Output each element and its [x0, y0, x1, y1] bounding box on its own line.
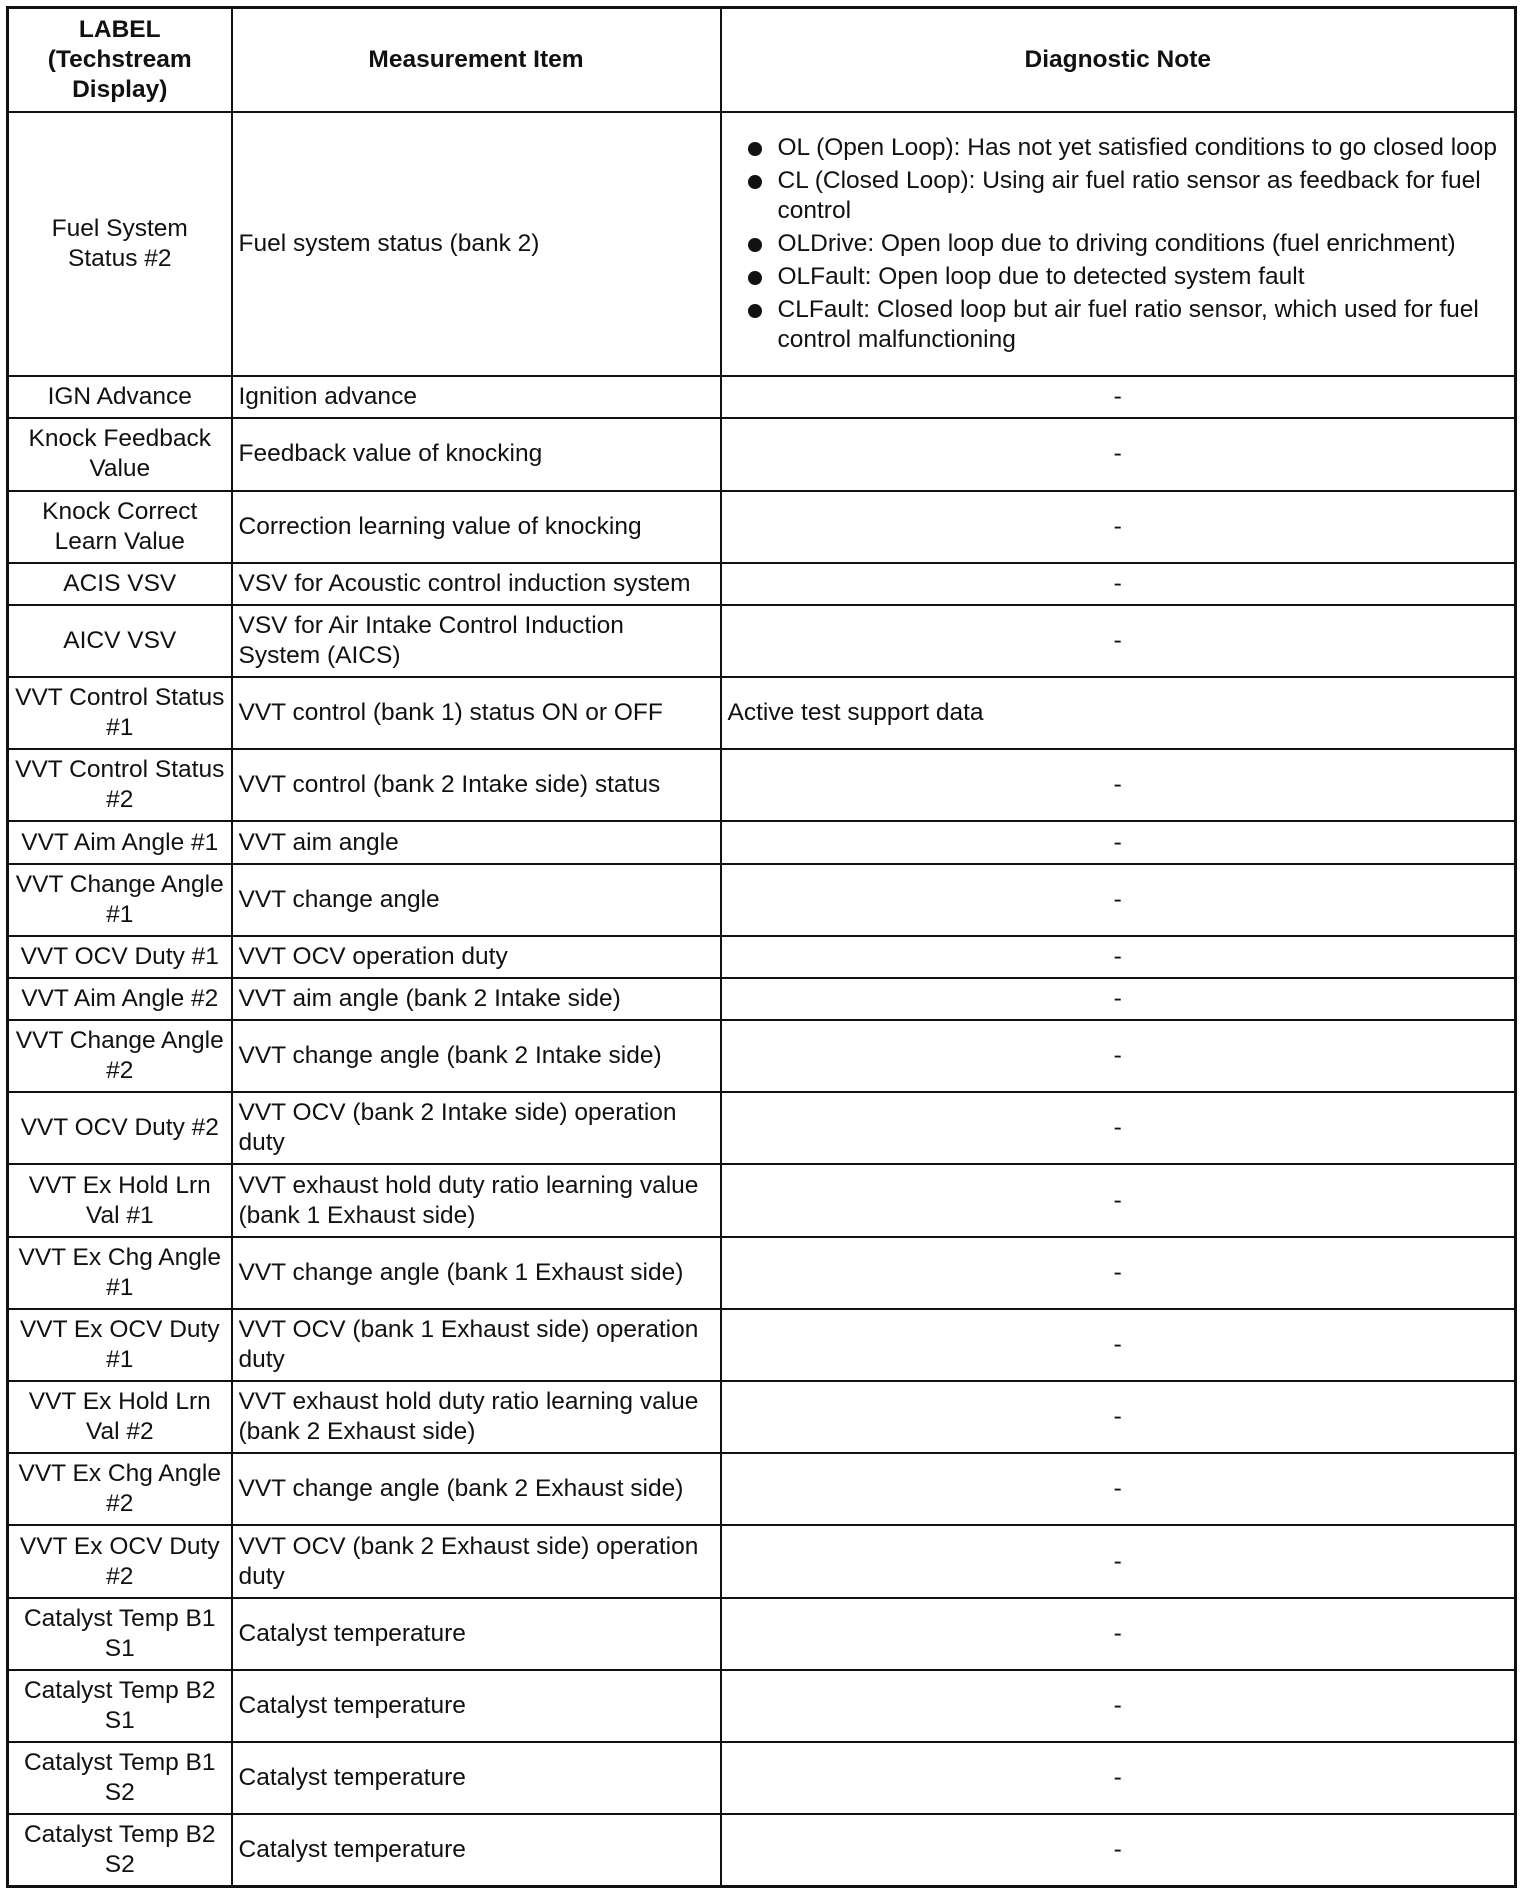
cell-measurement-item — [232, 1742, 721, 1814]
note-text: - — [1113, 383, 1122, 411]
cell-label — [8, 112, 232, 377]
note-text: - — [1113, 1330, 1122, 1358]
cell-label — [8, 1092, 232, 1164]
note-text: - — [1113, 1836, 1122, 1864]
table-row — [8, 864, 1516, 936]
cell-diagnostic-note — [721, 605, 1516, 677]
note-text: Active test support data — [727, 699, 984, 727]
header-measurement-item — [232, 8, 721, 112]
cell-measurement-item — [232, 1164, 721, 1236]
cell-diagnostic-note — [721, 491, 1516, 563]
table-row — [8, 677, 1516, 749]
cell-label — [8, 864, 232, 936]
cell-label — [8, 1453, 232, 1525]
table-row — [8, 1670, 1516, 1742]
cell-diagnostic-note — [721, 1381, 1516, 1453]
measurement-text: Catalyst temperature — [238, 1691, 466, 1719]
note-text: - — [1113, 1403, 1122, 1431]
cell-measurement-item — [232, 1381, 721, 1453]
cell-label — [8, 418, 232, 490]
measurement-text: VSV for Air Intake Control Induction System (AICS) — [238, 611, 624, 669]
table-row — [8, 376, 1516, 418]
note-text: - — [1113, 512, 1122, 540]
cell-measurement-item — [232, 1309, 721, 1381]
measurement-text: VVT exhaust hold duty ratio learning value (bank 2 Exhaust side) — [238, 1388, 699, 1446]
cell-measurement-item — [232, 1237, 721, 1309]
measurement-text: VVT aim angle (bank 2 Intake side) — [238, 984, 621, 1012]
cell-diagnostic-note — [721, 376, 1516, 418]
measurement-text: VVT change angle (bank 2 Intake side) — [238, 1042, 662, 1070]
cell-measurement-item — [232, 605, 721, 677]
measurement-text: VVT OCV (bank 2 Exhaust side) operation duty — [238, 1532, 699, 1590]
cell-label — [8, 936, 232, 978]
label-text: Catalyst Temp B1 S2 — [23, 1749, 216, 1807]
table-row — [8, 491, 1516, 563]
cell-diagnostic-note — [721, 563, 1516, 605]
cell-measurement-item — [232, 1814, 721, 1886]
table-row — [8, 1092, 1516, 1164]
measurement-text: VVT control (bank 1) status ON or OFF — [238, 699, 663, 727]
cell-diagnostic-note — [721, 749, 1516, 821]
label-text: VVT Ex Hold Lrn Val #1 — [28, 1171, 211, 1229]
header-label-text: LABEL (Techstream Display) — [47, 15, 192, 103]
cell-label — [8, 605, 232, 677]
cell-measurement-item — [232, 1670, 721, 1742]
measurement-text: VVT control (bank 2 Intake side) status — [238, 771, 661, 799]
measurement-text: VVT OCV (bank 1 Exhaust side) operation duty — [238, 1315, 699, 1373]
cell-label — [8, 821, 232, 863]
label-text: AICV VSV — [63, 626, 177, 654]
label-text: VVT Ex OCV Duty #1 — [19, 1315, 220, 1373]
cell-measurement-item — [232, 1453, 721, 1525]
table-row — [8, 1237, 1516, 1309]
cell-diagnostic-note — [721, 1164, 1516, 1236]
table-row — [8, 605, 1516, 677]
cell-label — [8, 749, 232, 821]
measurement-text: VVT change angle — [238, 885, 440, 913]
cell-diagnostic-note — [721, 1309, 1516, 1381]
cell-measurement-item — [232, 864, 721, 936]
cell-measurement-item — [232, 491, 721, 563]
label-text: IGN Advance — [47, 383, 192, 411]
label-text: VVT OCV Duty #1 — [20, 942, 219, 970]
cell-label — [8, 1020, 232, 1092]
label-text: VVT Change Angle #2 — [15, 1027, 224, 1085]
label-text: VVT OCV Duty #2 — [20, 1114, 219, 1142]
cell-measurement-item — [232, 749, 721, 821]
cell-label — [8, 1164, 232, 1236]
note-text: - — [1113, 885, 1122, 913]
table-row — [8, 1020, 1516, 1092]
list-item: OLDrive: Open loop due to driving conditions (fuel enrichment) — [746, 229, 1509, 259]
note-text: - — [1113, 1764, 1122, 1792]
note-text: - — [1113, 771, 1122, 799]
cell-measurement-item — [232, 418, 721, 490]
label-text: Knock Correct Learn Value — [42, 497, 198, 555]
cell-diagnostic-note — [721, 1670, 1516, 1742]
label-text: VVT Control Status #1 — [15, 684, 225, 742]
measurement-text: Catalyst temperature — [238, 1619, 466, 1647]
cell-measurement-item — [232, 936, 721, 978]
cell-measurement-item — [232, 1598, 721, 1670]
note-text: - — [1113, 1619, 1122, 1647]
cell-diagnostic-note — [721, 677, 1516, 749]
measurement-text: VVT OCV operation duty — [238, 942, 508, 970]
cell-diagnostic-note — [721, 1814, 1516, 1886]
cell-measurement-item — [232, 112, 721, 377]
table-row — [8, 978, 1516, 1020]
cell-label — [8, 491, 232, 563]
cell-label — [8, 1381, 232, 1453]
cell-label — [8, 1309, 232, 1381]
note-text: - — [1113, 1042, 1122, 1070]
measurement-text: Catalyst temperature — [238, 1836, 466, 1864]
cell-diagnostic-note — [721, 1020, 1516, 1092]
cell-measurement-item — [232, 677, 721, 749]
measurement-text: VVT change angle (bank 2 Exhaust side) — [238, 1475, 684, 1503]
list-item: OL (Open Loop): Has not yet satisfied conditions to go closed loop — [746, 133, 1509, 163]
label-text: Catalyst Temp B1 S1 — [23, 1604, 216, 1662]
cell-label — [8, 563, 232, 605]
header-label — [8, 8, 232, 112]
note-text: - — [1113, 440, 1122, 468]
measurement-text: VVT change angle (bank 1 Exhaust side) — [238, 1258, 684, 1286]
note-bullet-list — [728, 133, 1509, 355]
note-text: - — [1113, 569, 1122, 597]
cell-diagnostic-note — [721, 1237, 1516, 1309]
note-text: - — [1113, 1114, 1122, 1142]
cell-diagnostic-note — [721, 821, 1516, 863]
table-row — [8, 1742, 1516, 1814]
note-text: - — [1113, 984, 1122, 1012]
cell-label — [8, 376, 232, 418]
list-item: CL (Closed Loop): Using air fuel ratio sensor as feedback for fuel control — [746, 166, 1509, 226]
cell-diagnostic-note — [721, 936, 1516, 978]
cell-measurement-item — [232, 821, 721, 863]
label-text: Fuel System Status #2 — [51, 214, 188, 272]
measurement-text: Catalyst temperature — [238, 1764, 466, 1792]
label-text: Catalyst Temp B2 S1 — [23, 1676, 216, 1734]
label-text: VVT Ex OCV Duty #2 — [19, 1532, 220, 1590]
measurement-text: VVT OCV (bank 2 Intake side) operation duty — [238, 1099, 677, 1157]
header-row — [8, 8, 1516, 112]
table-row — [8, 936, 1516, 978]
cell-measurement-item — [232, 376, 721, 418]
cell-diagnostic-note — [721, 1598, 1516, 1670]
table-row — [8, 821, 1516, 863]
label-text: Knock Feedback Value — [28, 425, 211, 483]
cell-diagnostic-note — [721, 1742, 1516, 1814]
cell-label — [8, 1670, 232, 1742]
list-item: CLFault: Closed loop but air fuel ratio sensor, which used for fuel control malfunctioning — [746, 295, 1509, 355]
measurement-text: Feedback value of knocking — [238, 440, 543, 468]
table-row — [8, 1164, 1516, 1236]
cell-diagnostic-note — [721, 1453, 1516, 1525]
header-diagnostic-note — [721, 8, 1516, 112]
cell-label — [8, 1237, 232, 1309]
cell-measurement-item — [232, 978, 721, 1020]
label-text: VVT Change Angle #1 — [15, 870, 224, 928]
label-text: VVT Ex Chg Angle #1 — [18, 1243, 221, 1301]
cell-diagnostic-note — [721, 1092, 1516, 1164]
measurement-text: VVT aim angle — [238, 828, 399, 856]
header-measurement-text: Measurement Item — [368, 45, 584, 73]
label-text: VVT Ex Hold Lrn Val #2 — [28, 1388, 211, 1446]
label-text: VVT Aim Angle #1 — [21, 828, 219, 856]
note-text: - — [1113, 1691, 1122, 1719]
note-text: - — [1113, 942, 1122, 970]
note-text: - — [1113, 828, 1122, 856]
label-text: VVT Aim Angle #2 — [21, 984, 219, 1012]
table-row — [8, 1598, 1516, 1670]
cell-label — [8, 1598, 232, 1670]
cell-diagnostic-note — [721, 978, 1516, 1020]
note-text: - — [1113, 1186, 1122, 1214]
table-body — [8, 112, 1516, 1887]
table-row — [8, 418, 1516, 490]
cell-label — [8, 677, 232, 749]
data-list-table — [6, 6, 1517, 1888]
cell-label — [8, 1525, 232, 1597]
note-text: - — [1113, 1475, 1122, 1503]
cell-diagnostic-note — [721, 1525, 1516, 1597]
label-text: VVT Control Status #2 — [15, 756, 225, 814]
note-text: - — [1113, 1258, 1122, 1286]
list-item: OLFault: Open loop due to detected system fault — [746, 262, 1509, 292]
measurement-text: Correction learning value of knocking — [238, 512, 642, 540]
table-row — [8, 749, 1516, 821]
cell-measurement-item — [232, 1525, 721, 1597]
measurement-text: Ignition advance — [238, 383, 417, 411]
cell-label — [8, 1742, 232, 1814]
cell-diagnostic-note — [721, 418, 1516, 490]
table-row — [8, 1525, 1516, 1597]
measurement-text: VSV for Acoustic control induction system — [238, 569, 691, 597]
cell-measurement-item — [232, 1020, 721, 1092]
table-row — [8, 112, 1516, 377]
label-text: VVT Ex Chg Angle #2 — [18, 1460, 221, 1518]
measurement-text: VVT exhaust hold duty ratio learning value (bank 1 Exhaust side) — [238, 1171, 699, 1229]
header-note-text: Diagnostic Note — [1024, 45, 1211, 73]
note-text: - — [1113, 626, 1122, 654]
measurement-text: Fuel system status (bank 2) — [238, 229, 540, 257]
table-row — [8, 1381, 1516, 1453]
cell-measurement-item — [232, 563, 721, 605]
table-row — [8, 563, 1516, 605]
label-text: ACIS VSV — [63, 569, 177, 597]
note-text: - — [1113, 1547, 1122, 1575]
table-row — [8, 1309, 1516, 1381]
cell-measurement-item — [232, 1092, 721, 1164]
label-text: Catalyst Temp B2 S2 — [23, 1821, 216, 1879]
table-row — [8, 1453, 1516, 1525]
cell-diagnostic-note — [721, 864, 1516, 936]
cell-diagnostic-note — [721, 112, 1516, 377]
table-row — [8, 1814, 1516, 1886]
cell-label — [8, 978, 232, 1020]
cell-label — [8, 1814, 232, 1886]
